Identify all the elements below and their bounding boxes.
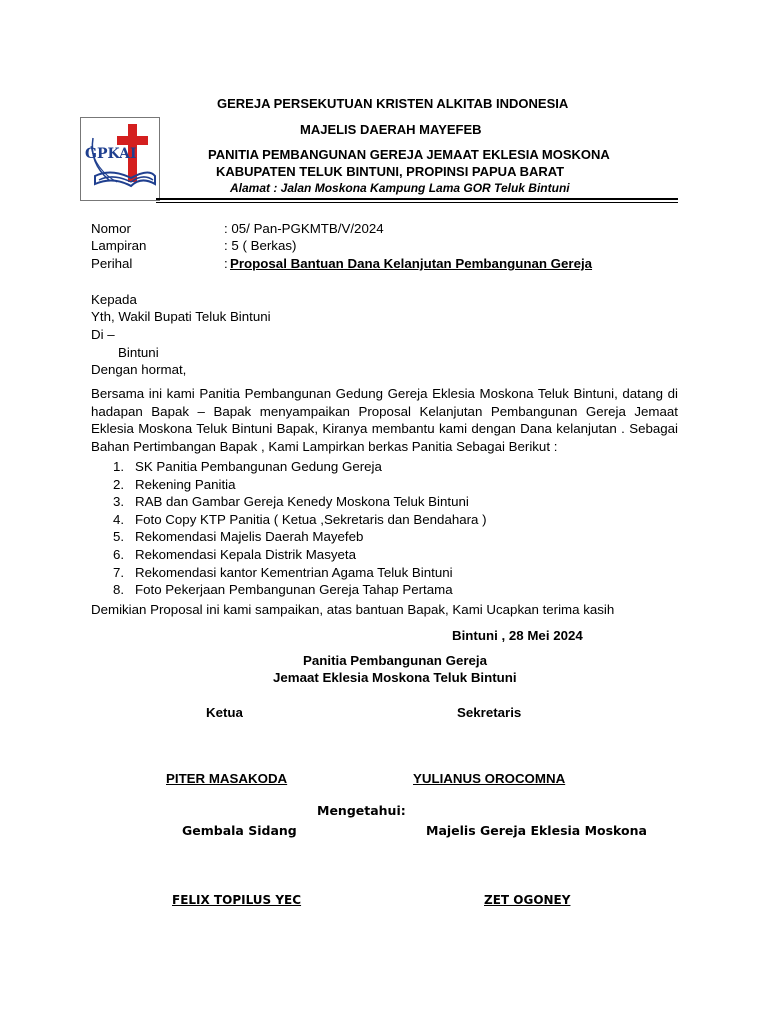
place-date: Bintuni , 28 Mei 2024 (452, 628, 583, 643)
lampiran-value: : 5 ( Berkas) (224, 238, 297, 253)
recipient-di: Di – (91, 327, 115, 342)
region-name: KABUPATEN TELUK BINTUNI, PROPINSI PAPUA BARAT (216, 164, 565, 179)
org-name: GEREJA PERSEKUTUAN KRISTEN ALKITAB INDONESIA (217, 96, 569, 111)
list-item: 6. Rekomendasi Kepala Distrik Masyeta (113, 546, 356, 562)
perihal-colon: : (224, 256, 228, 271)
majelis-title: Majelis Gereja Eklesia Moskona (426, 823, 647, 838)
recipient-name: Yth, Wakil Bupati Teluk Bintuni (91, 309, 271, 324)
header-rule (156, 198, 678, 200)
committee-name: PANITIA PEMBANGUNAN GEREJA JEMAAT EKLESIA MOSKONA (208, 147, 610, 162)
logo-text: GPKAI (85, 146, 137, 162)
list-item: 7. Rekomendasi kantor Kementrian Agama Teluk Bintuni (113, 564, 453, 580)
perihal-label: Perihal (91, 256, 133, 271)
council-name: MAJELIS DAERAH MAYEFEB (300, 122, 482, 137)
body-paragraph: Bersama ini kami Panitia Pembangunan Gedung Gereja Eklesia Moskona Teluk Bintuni, datang di hadapan Bapak – Bapak menyampaikan Proposal Kelanjutan Pembangunan Gereja Jemaat Eklesia Moskona Teluk Bintuni Bapak, Kiranya membantu kami dengan Dana kelanjutan . Sebagai Bahan Pertimbangan Bapak , Kami Lampirkan berkas Panitia Sebagai Berikut : (91, 386, 678, 454)
greeting: Dengan hormat, (91, 362, 187, 377)
church-logo (80, 117, 160, 201)
list-item: 8. Foto Pekerjaan Pembangunan Gereja Tahap Pertama (113, 582, 453, 598)
list-item: 3. RAB dan Gambar Gereja Kenedy Moskona Teluk Bintuni (113, 494, 469, 510)
mengetahui: Mengetahui: (317, 803, 406, 818)
list-item: 4. Foto Copy KTP Panitia ( Ketua ,Sekretaris dan Bendahara ) (113, 511, 487, 527)
sekretaris-title: Sekretaris (457, 705, 522, 720)
ketua-title: Ketua (206, 705, 243, 720)
lampiran-label: Lampiran (91, 238, 147, 253)
list-item: 1. SK Panitia Pembangunan Gedung Gereja (113, 459, 382, 474)
list-item: 5. Rekomendasi Majelis Daerah Mayefeb (113, 529, 364, 545)
list-item: 2. Rekening Panitia (113, 476, 236, 492)
closing-text: Demikian Proposal ini kami sampaikan, atas bantuan Bapak, Kami Ucapkan terima kasih (91, 602, 615, 617)
perihal-value: Proposal Bantuan Dana Kelanjutan Pembangunan Gereja (230, 256, 593, 271)
gembala-name: FELIX TOPILUS YEC (172, 893, 302, 907)
committee-line1: Panitia Pembangunan Gereja (303, 653, 487, 668)
attachment-list (113, 458, 487, 599)
sekretaris-name: YULIANUS OROCOMNA (413, 771, 566, 786)
nomor-value: : 05/ Pan-PGKMTB/V/2024 (224, 221, 384, 236)
address: Alamat : Jalan Moskona Kampung Lama GOR Teluk Bintuni (230, 181, 570, 195)
header-rule-thin (156, 202, 678, 203)
nomor-label: Nomor (91, 221, 131, 236)
ketua-name: PITER MASAKODA (166, 771, 288, 786)
majelis-name: ZET OGONEY (484, 893, 571, 907)
recipient-city: Bintuni (118, 345, 159, 360)
recipient-kepada: Kepada (91, 292, 137, 307)
gembala-title: Gembala Sidang (182, 823, 297, 838)
committee-line2: Jemaat Eklesia Moskona Teluk Bintuni (273, 670, 517, 685)
